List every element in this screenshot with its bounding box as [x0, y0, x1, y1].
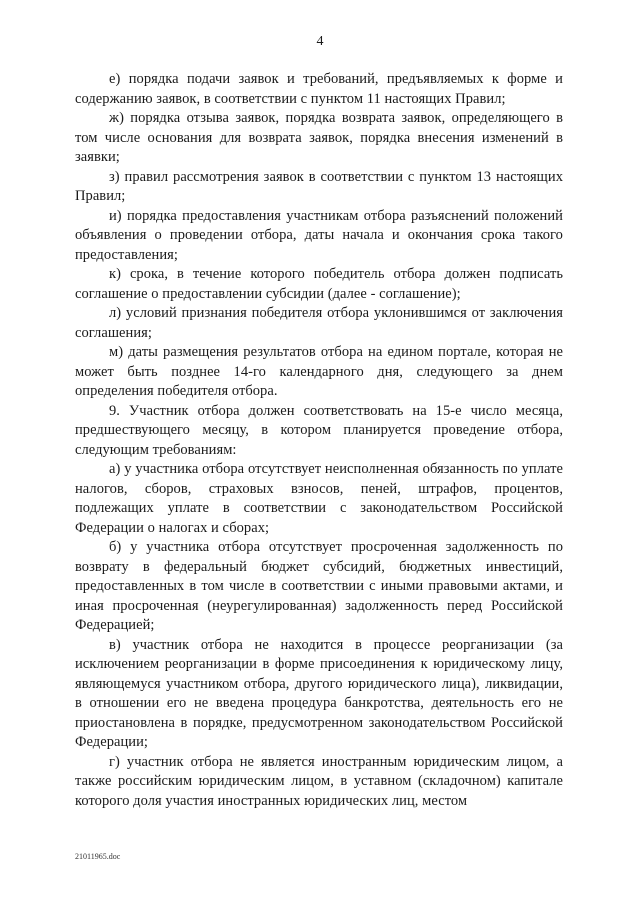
paragraph-zh: ж) порядка отзыва заявок, порядка возврата заявок, определяющего в том числе основания для возврата заявок, порядка внесения изменений в заявки; [75, 110, 563, 165]
paragraph-9g: г) участник отбора не является иностранным юридическим лицом, а также российским юридическим лицом, в уставном (складочном) капитале которого доля участия иностранных юридических лиц, местом [75, 753, 563, 809]
paragraph-9: 9. Участник отбора должен соответствовать на 15-е число месяца, предшествующего месяцу, в котором планируется проведение отбора, следующим требованиям: [75, 402, 563, 458]
document-body [75, 70, 563, 811]
paragraph-9a: а) у участника отбора отсутствует неисполненная обязанность по уплате налогов, сборов, страховых взносов, пеней, штрафов, процентов, подлежащих уплате в соответствии с законодательством Российской Федерации о налогах и сборах; [75, 461, 563, 536]
paragraph-k: к) срока, в течение которого победитель отбора должен подписать соглашение о предоставлении субсидии (далее - соглашение); [75, 266, 563, 302]
paragraph-9v: в) участник отбора не находится в процессе реорганизации (за исключением реорганизации в форме присоединения к юридическому лицу, являющемуся участником отбора, другого юридического лица), ликвидации, в отношении его не введена процедура банкротства, деятельность его не приостановлена в порядке, предусмотренном законодательством Российской Федерации; [75, 636, 563, 750]
paragraph-m: м) даты размещения результатов отбора на едином портале, которая не может быть позднее 14-го календарного дня, следующего за днем определения победителя отбора. [75, 344, 563, 399]
page-number: 4 [316, 34, 324, 49]
paragraph-z: з) правил рассмотрения заявок в соответствии с пунктом 13 настоящих Правил; [75, 168, 563, 204]
document-file-code: 21011965.doc [75, 852, 121, 861]
paragraph-9b: б) у участника отбора отсутствует просроченная задолженность по возврату в федеральный бюджет субсидий, бюджетных инвестиций, предоставленных в том числе в соответствии с иными правовыми актами, и иная просроченная (неурегулированная) задолженность перед Российской Федерацией; [75, 539, 563, 633]
paragraph-i: и) порядка предоставления участникам отбора разъяснений положений объявления о проведении отбора, даты начала и окончания срока такого предоставления; [75, 207, 563, 263]
paragraph-e: е) порядка подачи заявок и требований, предъявляемых к форме и содержанию заявок, в соответствии с пунктом 11 настоящих Правил; [75, 71, 563, 107]
paragraph-l: л) условий признания победителя отбора уклонившимся от заключения соглашения; [75, 305, 563, 341]
